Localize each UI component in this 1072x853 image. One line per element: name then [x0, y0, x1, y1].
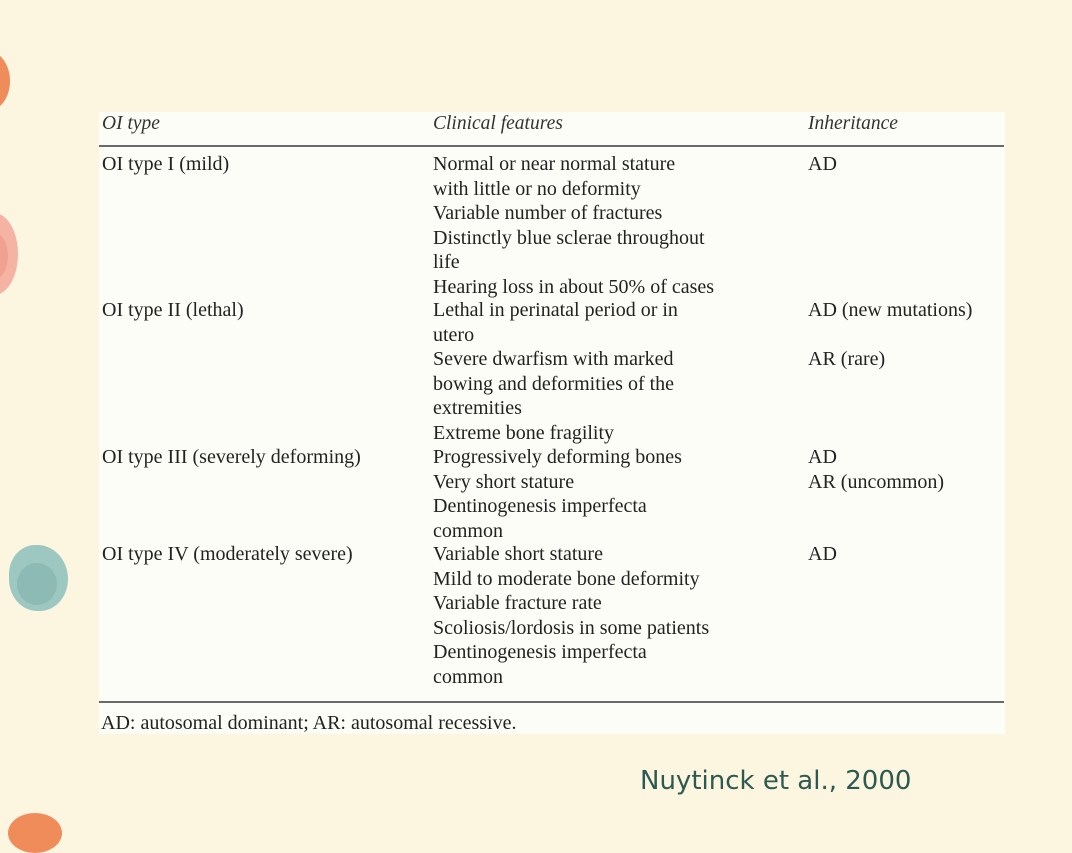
decorative-blob-orange-bottom: [8, 813, 62, 853]
inheritance-line: AD: [808, 153, 837, 175]
feature-line: life: [433, 251, 460, 273]
feature-line: Variable fracture rate: [433, 592, 602, 614]
feature-line: Variable short stature: [433, 543, 603, 565]
feature-line: Scoliosis/lordosis in some patients: [433, 616, 710, 639]
oi-classification-table: [99, 112, 1005, 734]
row-oi-type: OI type II (lethal): [102, 299, 244, 321]
row-inheritance: [808, 298, 1008, 372]
decorative-blob-orange: [0, 50, 10, 112]
feature-line: Very short stature: [433, 470, 575, 493]
feature-line: extremities: [433, 397, 522, 419]
feature-line: Distinctly blue sclerae throughout: [433, 226, 705, 249]
row-clinical-features: [433, 298, 803, 445]
feature-line: Variable number of fractures: [433, 202, 663, 224]
header-inheritance: Inheritance: [808, 113, 898, 134]
header-clinical-features: Clinical features: [433, 113, 563, 134]
inheritance-line: AD: [808, 446, 837, 468]
feature-line: common: [433, 665, 503, 688]
row-inheritance: [808, 445, 1008, 494]
row-inheritance: [808, 542, 1008, 567]
feature-line: Extreme bone fragility: [433, 421, 615, 444]
row-oi-type: OI type III (severely deforming): [102, 446, 361, 468]
feature-line: Hearing loss in about 50% of cases: [433, 275, 715, 298]
inheritance-line: AR (uncommon): [808, 470, 945, 493]
feature-line: Progressively deforming bones: [433, 446, 682, 468]
feature-line: Severe dwarfism with marked: [433, 348, 674, 370]
decorative-blob-teal-inner: [17, 563, 57, 605]
feature-line: with little or no deformity: [433, 177, 641, 200]
inheritance-line: AD (new mutations): [808, 299, 973, 321]
inheritance-line: AR (rare): [808, 348, 886, 370]
row-clinical-features: [433, 152, 803, 299]
feature-line: Dentinogenesis imperfecta: [433, 641, 647, 663]
feature-line: bowing and deformities of the: [433, 372, 675, 395]
feature-line: Dentinogenesis imperfecta: [433, 495, 647, 517]
feature-line: common: [433, 519, 503, 542]
feature-line: Mild to moderate bone deformity: [433, 567, 700, 590]
table-footnote: AD: autosomal dominant; AR: autosomal recessive.: [101, 712, 517, 734]
footer-rule: [99, 701, 1004, 703]
citation: Nuytinck et al., 2000: [640, 766, 912, 796]
header-oi-type: OI type: [102, 113, 160, 134]
row-oi-type: OI type I (mild): [102, 153, 230, 175]
feature-line: Lethal in perinatal period or in: [433, 299, 678, 321]
inheritance-line: [808, 323, 1008, 348]
row-clinical-features: [433, 542, 803, 689]
feature-line: utero: [433, 323, 475, 346]
feature-line: Normal or near normal stature: [433, 153, 676, 175]
inheritance-line: AD: [808, 543, 837, 565]
row-clinical-features: [433, 445, 803, 543]
header-rule: [99, 145, 1004, 147]
row-inheritance: [808, 152, 1008, 177]
row-oi-type: OI type IV (moderately severe): [102, 543, 353, 565]
